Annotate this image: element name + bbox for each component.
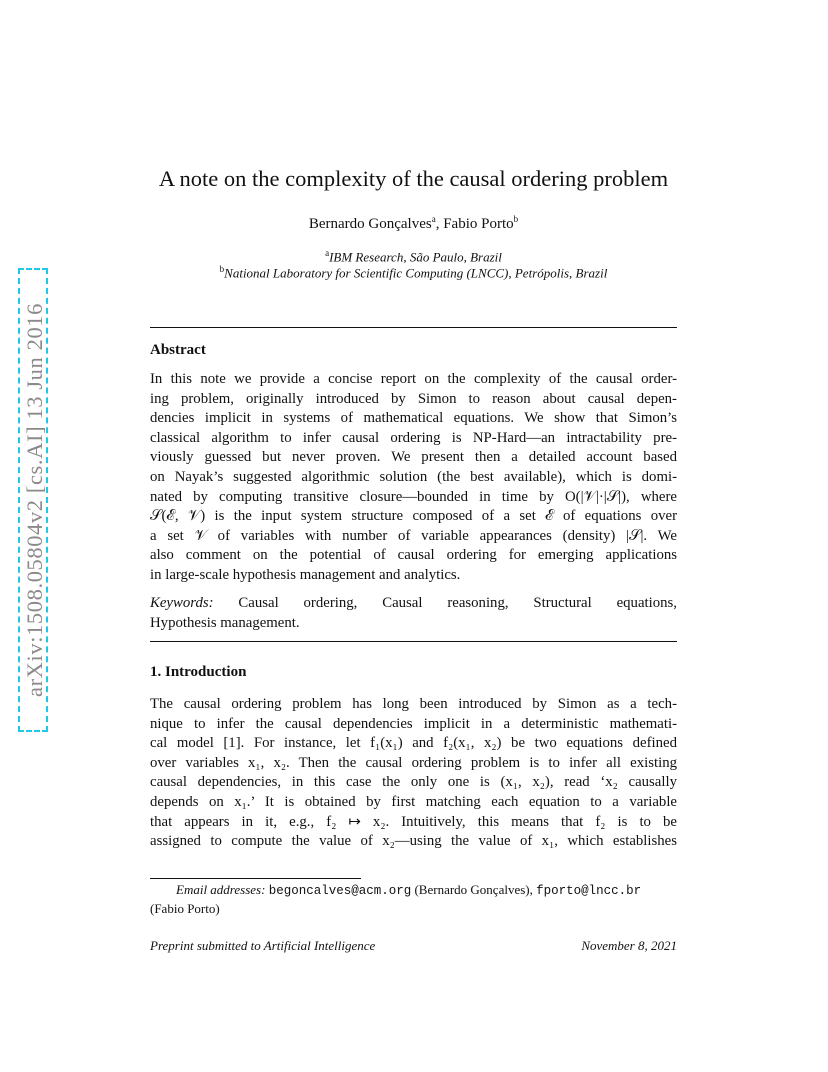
- text-line: in large-scale hypothesis management and analytics.: [150, 566, 461, 583]
- horizontal-rule: [150, 641, 677, 642]
- text-line: dencies implicit in systems of mathematical equations. We show that Simon’s: [150, 410, 677, 427]
- email-link[interactable]: begoncalves@acm.org: [268, 884, 412, 898]
- introduction-body: [150, 695, 677, 852]
- keywords-line: [150, 594, 677, 614]
- text-line: a set 𝒱 of variables with number of variable appearances (density) |𝒮|. We: [150, 527, 677, 544]
- horizontal-rule: [150, 327, 677, 328]
- affiliation-text: National Laboratory for Scientific Computing (LNCC), Petrópolis, Brazil: [224, 265, 608, 281]
- author-affiliation-mark: b: [513, 214, 519, 224]
- text-line: that appears in it, e.g., f₂ ↦ x₂. Intuitively, this means that f₂ is to be: [150, 813, 677, 830]
- affiliation-text: IBM Research, São Paulo, Brazil: [329, 249, 502, 265]
- text-line: ing problem, originally introduced by Simon to reason about causal depen-: [150, 390, 677, 407]
- footnote-name: (Bernardo Gonçalves),: [414, 882, 533, 897]
- text-line: nique to infer the causal dependencies implicit in a deterministic mathemati-: [150, 715, 677, 732]
- text-line: classical algorithm to infer causal ordering is NP-Hard—an intractability pre-: [150, 429, 677, 446]
- affiliation-mark: b: [219, 264, 225, 274]
- text-line: causal dependencies, in this case the only one is (x₁, x₂), read ‘x₂ causally: [150, 774, 677, 791]
- email-link[interactable]: fporto@lncc.br: [536, 884, 642, 898]
- text-line: over variables x₁, x₂. Then the causal ordering problem is to infer all existing: [150, 754, 677, 771]
- author-name: Fabio Porto: [443, 216, 514, 232]
- text-line: assigned to compute the value of x₂—using the value of x₁, which establishes: [150, 833, 677, 850]
- text-line: In this note we provide a concise report on the complexity of the causal order-: [150, 371, 677, 387]
- footnote-rule: [150, 878, 361, 879]
- author-separator: ,: [435, 216, 444, 232]
- footnote-label: Email addresses:: [176, 882, 266, 897]
- text-line: nated by computing transitive closure—bounded in time by O(|𝒱|·|𝒮|), where: [150, 488, 677, 505]
- keywords: [150, 594, 677, 633]
- text-line: 𝒮(ℰ, 𝒱) is the input system structure composed of a set ℰ of equations over: [150, 508, 677, 525]
- author-list: [150, 214, 677, 233]
- footer-date: November 8, 2021: [581, 938, 677, 953]
- keywords-line: Hypothesis management.: [150, 614, 300, 631]
- footnote: [150, 881, 677, 917]
- author-affiliation-mark: a: [431, 214, 436, 224]
- abstract-heading: Abstract: [150, 342, 206, 358]
- affiliation: [150, 264, 677, 281]
- text-line: also comment on the potential of causal ordering for emerging applications: [150, 547, 677, 564]
- text-line: depends on x₁.’ It is obtained by first matching each equation to a variable: [150, 793, 677, 810]
- section-heading: 1. Introduction: [150, 664, 247, 680]
- affiliation-mark: a: [325, 248, 330, 258]
- text-line: The causal ordering problem has long been introduced by Simon as a tech-: [150, 696, 677, 712]
- text-line: viously guessed but never proven. We present then a detailed account based: [150, 449, 677, 466]
- text-line: cal model [1]. For instance, let f₁(x₁) and f₂(x₁, x₂) be two equations defined: [150, 735, 677, 752]
- abstract-body: [150, 370, 677, 586]
- arxiv-identifier: arXiv:1508.05804v2 [cs.AI] 13 Jun 2016: [22, 302, 47, 698]
- keywords-label: Keywords:: [150, 595, 214, 611]
- text-line: on Nayak’s suggested algorithmic solution (the best available), which is domi-: [150, 468, 677, 485]
- keywords-text: Causal ordering, Causal reasoning, Structural equations,: [238, 595, 677, 611]
- footnote-name: (Fabio Porto): [150, 901, 220, 916]
- affiliation: [150, 248, 677, 265]
- author-name: Bernardo Gonçalves: [308, 216, 432, 232]
- paper-title: A note on the complexity of the causal ordering problem: [158, 166, 669, 191]
- footer-journal: Preprint submitted to Artificial Intelligence: [150, 938, 376, 953]
